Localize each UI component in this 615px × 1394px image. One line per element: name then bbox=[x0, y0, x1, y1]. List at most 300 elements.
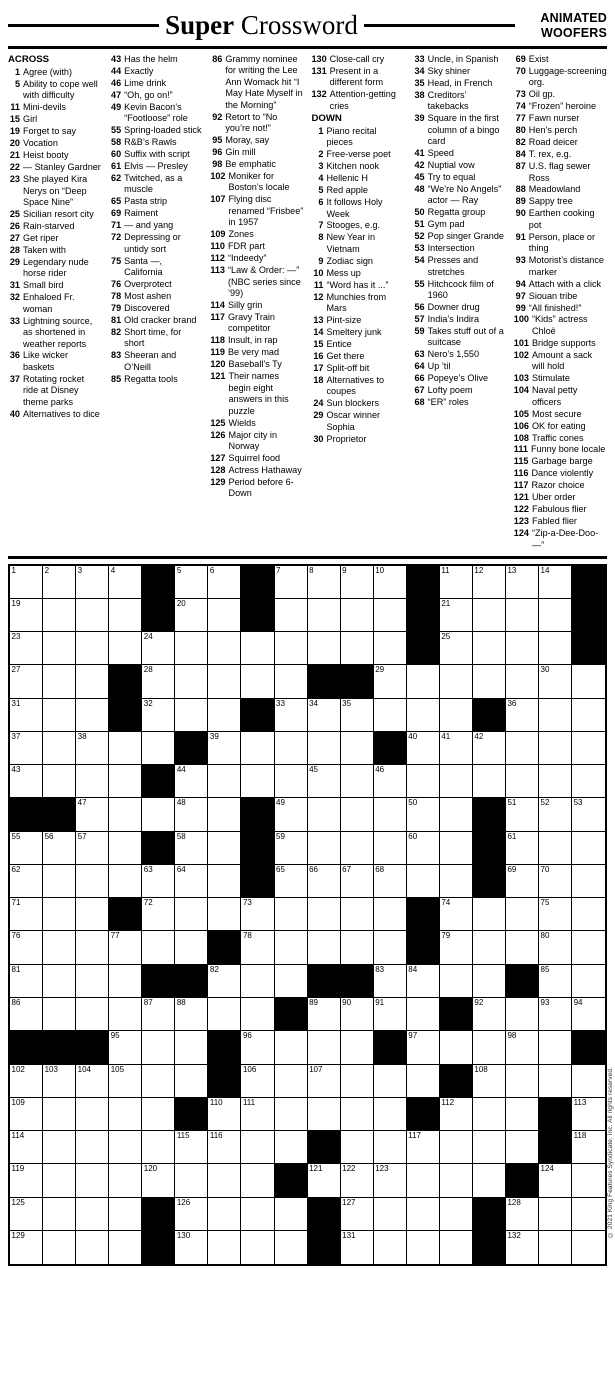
grid-cell[interactable] bbox=[407, 1065, 440, 1098]
clue-item[interactable] bbox=[514, 456, 607, 467]
grid-cell[interactable] bbox=[473, 765, 506, 798]
grid-cell[interactable] bbox=[10, 1198, 43, 1231]
clue-item[interactable] bbox=[210, 300, 303, 311]
clue-item[interactable] bbox=[210, 159, 303, 170]
grid-cell[interactable] bbox=[76, 965, 109, 998]
grid-cell[interactable] bbox=[10, 1065, 43, 1098]
clue-item[interactable] bbox=[514, 208, 607, 231]
clue-item[interactable] bbox=[109, 161, 202, 172]
grid-cell[interactable] bbox=[43, 1164, 76, 1197]
grid-cell[interactable] bbox=[539, 998, 572, 1031]
grid-cell[interactable] bbox=[76, 632, 109, 665]
grid-cell[interactable] bbox=[407, 998, 440, 1031]
clue-item[interactable] bbox=[413, 243, 506, 254]
clue-item[interactable] bbox=[8, 245, 101, 256]
grid-cell[interactable] bbox=[473, 1131, 506, 1164]
grid-cell[interactable] bbox=[76, 1098, 109, 1131]
grid-cell[interactable] bbox=[275, 832, 308, 865]
clue-item[interactable] bbox=[109, 232, 202, 255]
grid-cell[interactable] bbox=[308, 632, 341, 665]
grid-cell[interactable] bbox=[407, 1198, 440, 1231]
grid-cell[interactable] bbox=[473, 1065, 506, 1098]
clue-item[interactable] bbox=[210, 147, 303, 158]
grid-cell[interactable] bbox=[506, 566, 539, 599]
clue-item[interactable] bbox=[413, 219, 506, 230]
clue-item[interactable] bbox=[8, 150, 101, 161]
grid-cell[interactable] bbox=[473, 632, 506, 665]
grid-cell[interactable] bbox=[473, 1031, 506, 1064]
grid-cell[interactable] bbox=[275, 699, 308, 732]
grid-cell[interactable] bbox=[109, 1131, 142, 1164]
clue-item[interactable] bbox=[109, 54, 202, 65]
grid-cell[interactable] bbox=[440, 1131, 473, 1164]
grid-cell[interactable] bbox=[506, 931, 539, 964]
grid-cell[interactable] bbox=[43, 1065, 76, 1098]
grid-cell[interactable] bbox=[407, 732, 440, 765]
grid-cell[interactable] bbox=[308, 765, 341, 798]
grid-cell[interactable] bbox=[208, 765, 241, 798]
clue-item[interactable] bbox=[210, 430, 303, 453]
grid-cell[interactable] bbox=[572, 965, 605, 998]
grid-cell[interactable] bbox=[473, 599, 506, 632]
clue-item[interactable] bbox=[210, 135, 303, 146]
grid-cell[interactable] bbox=[43, 898, 76, 931]
clue-item[interactable] bbox=[8, 292, 101, 315]
clue-item[interactable] bbox=[413, 184, 506, 207]
grid-cell[interactable] bbox=[407, 865, 440, 898]
grid-cell[interactable] bbox=[539, 1164, 572, 1197]
grid-cell[interactable] bbox=[539, 599, 572, 632]
clue-item[interactable] bbox=[210, 194, 303, 228]
grid-cell[interactable] bbox=[308, 699, 341, 732]
clue-item[interactable] bbox=[413, 231, 506, 242]
clue-item[interactable] bbox=[514, 66, 607, 89]
clue-item[interactable] bbox=[413, 160, 506, 171]
grid-cell[interactable] bbox=[308, 732, 341, 765]
grid-cell[interactable] bbox=[341, 699, 374, 732]
grid-cell[interactable] bbox=[109, 566, 142, 599]
clue-item[interactable] bbox=[514, 528, 607, 551]
clue-item[interactable] bbox=[311, 410, 404, 433]
clue-item[interactable] bbox=[413, 279, 506, 302]
clue-item[interactable] bbox=[413, 255, 506, 278]
clue-item[interactable] bbox=[210, 371, 303, 417]
clue-item[interactable] bbox=[311, 185, 404, 196]
clue-item[interactable] bbox=[514, 137, 607, 148]
grid-cell[interactable] bbox=[76, 1231, 109, 1264]
grid-cell[interactable] bbox=[175, 665, 208, 698]
grid-cell[interactable] bbox=[76, 798, 109, 831]
grid-cell[interactable] bbox=[539, 1198, 572, 1231]
grid-cell[interactable] bbox=[142, 699, 175, 732]
grid-cell[interactable] bbox=[308, 1065, 341, 1098]
grid-cell[interactable] bbox=[109, 1031, 142, 1064]
clue-item[interactable] bbox=[109, 208, 202, 219]
grid-cell[interactable] bbox=[175, 1198, 208, 1231]
clue-item[interactable] bbox=[311, 54, 404, 65]
grid-cell[interactable] bbox=[208, 1164, 241, 1197]
clue-item[interactable] bbox=[8, 257, 101, 280]
clue-item[interactable] bbox=[413, 113, 506, 147]
grid-cell[interactable] bbox=[109, 632, 142, 665]
clue-item[interactable] bbox=[8, 350, 101, 373]
grid-cell[interactable] bbox=[109, 965, 142, 998]
grid-cell[interactable] bbox=[440, 732, 473, 765]
clue-item[interactable] bbox=[109, 327, 202, 350]
grid-cell[interactable] bbox=[308, 931, 341, 964]
clue-item[interactable] bbox=[109, 374, 202, 385]
clue-item[interactable] bbox=[109, 279, 202, 290]
grid-cell[interactable] bbox=[341, 1065, 374, 1098]
clue-item[interactable] bbox=[311, 89, 404, 112]
clue-item[interactable] bbox=[210, 112, 303, 135]
grid-cell[interactable] bbox=[341, 1098, 374, 1131]
grid-cell[interactable] bbox=[374, 865, 407, 898]
grid-cell[interactable] bbox=[109, 1198, 142, 1231]
clue-item[interactable] bbox=[210, 347, 303, 358]
grid-cell[interactable] bbox=[473, 898, 506, 931]
grid-cell[interactable] bbox=[308, 832, 341, 865]
grid-cell[interactable] bbox=[76, 998, 109, 1031]
grid-cell[interactable] bbox=[10, 865, 43, 898]
grid-cell[interactable] bbox=[76, 1131, 109, 1164]
grid-cell[interactable] bbox=[308, 865, 341, 898]
clue-item[interactable] bbox=[109, 66, 202, 77]
grid-cell[interactable] bbox=[539, 965, 572, 998]
grid-cell[interactable] bbox=[142, 732, 175, 765]
grid-cell[interactable] bbox=[241, 1164, 274, 1197]
clue-item[interactable] bbox=[413, 90, 506, 113]
grid-cell[interactable] bbox=[506, 765, 539, 798]
clue-item[interactable] bbox=[514, 303, 607, 314]
grid-cell[interactable] bbox=[76, 832, 109, 865]
grid-cell[interactable] bbox=[572, 998, 605, 1031]
grid-cell[interactable] bbox=[208, 1098, 241, 1131]
grid-cell[interactable] bbox=[208, 1198, 241, 1231]
clue-item[interactable] bbox=[210, 453, 303, 464]
grid-cell[interactable] bbox=[175, 1131, 208, 1164]
clue-item[interactable] bbox=[8, 280, 101, 291]
clue-item[interactable] bbox=[210, 241, 303, 252]
grid-cell[interactable] bbox=[473, 665, 506, 698]
clue-item[interactable] bbox=[109, 350, 202, 373]
clue-item[interactable] bbox=[413, 397, 506, 408]
grid-cell[interactable] bbox=[43, 732, 76, 765]
grid-cell[interactable] bbox=[539, 832, 572, 865]
grid-cell[interactable] bbox=[407, 765, 440, 798]
grid-cell[interactable] bbox=[142, 998, 175, 1031]
grid-cell[interactable] bbox=[208, 898, 241, 931]
clue-item[interactable] bbox=[109, 137, 202, 148]
grid-cell[interactable] bbox=[109, 998, 142, 1031]
grid-cell[interactable] bbox=[208, 599, 241, 632]
clue-item[interactable] bbox=[311, 268, 404, 279]
grid-cell[interactable] bbox=[10, 1231, 43, 1264]
clue-item[interactable] bbox=[311, 126, 404, 149]
grid-cell[interactable] bbox=[275, 566, 308, 599]
grid-cell[interactable] bbox=[43, 1231, 76, 1264]
grid-cell[interactable] bbox=[10, 998, 43, 1031]
grid-cell[interactable] bbox=[241, 1131, 274, 1164]
clue-item[interactable] bbox=[8, 79, 101, 102]
clue-item[interactable] bbox=[210, 335, 303, 346]
grid-cell[interactable] bbox=[374, 931, 407, 964]
crossword-grid[interactable] bbox=[8, 564, 607, 1267]
grid-cell[interactable] bbox=[208, 965, 241, 998]
grid-cell[interactable] bbox=[341, 732, 374, 765]
grid-cell[interactable] bbox=[440, 665, 473, 698]
clue-item[interactable] bbox=[210, 477, 303, 500]
grid-cell[interactable] bbox=[142, 665, 175, 698]
grid-cell[interactable] bbox=[241, 998, 274, 1031]
grid-cell[interactable] bbox=[76, 1164, 109, 1197]
grid-cell[interactable] bbox=[506, 1131, 539, 1164]
grid-cell[interactable] bbox=[109, 1065, 142, 1098]
grid-cell[interactable] bbox=[440, 632, 473, 665]
grid-cell[interactable] bbox=[374, 1231, 407, 1264]
grid-cell[interactable] bbox=[572, 665, 605, 698]
grid-cell[interactable] bbox=[440, 798, 473, 831]
grid-cell[interactable] bbox=[10, 699, 43, 732]
grid-cell[interactable] bbox=[208, 566, 241, 599]
grid-cell[interactable] bbox=[539, 865, 572, 898]
grid-cell[interactable] bbox=[506, 1098, 539, 1131]
grid-cell[interactable] bbox=[241, 765, 274, 798]
grid-cell[interactable] bbox=[572, 1231, 605, 1264]
grid-cell[interactable] bbox=[539, 566, 572, 599]
grid-cell[interactable] bbox=[572, 1198, 605, 1231]
grid-cell[interactable] bbox=[175, 1231, 208, 1264]
clue-item[interactable] bbox=[210, 418, 303, 429]
clue-item[interactable] bbox=[311, 363, 404, 374]
grid-cell[interactable] bbox=[109, 832, 142, 865]
grid-cell[interactable] bbox=[76, 898, 109, 931]
clue-item[interactable] bbox=[514, 196, 607, 207]
grid-cell[interactable] bbox=[76, 566, 109, 599]
grid-cell[interactable] bbox=[109, 732, 142, 765]
grid-cell[interactable] bbox=[208, 865, 241, 898]
clue-item[interactable] bbox=[8, 174, 101, 208]
grid-cell[interactable] bbox=[10, 898, 43, 931]
grid-cell[interactable] bbox=[341, 632, 374, 665]
grid-cell[interactable] bbox=[109, 765, 142, 798]
clue-item[interactable] bbox=[311, 173, 404, 184]
clue-item[interactable] bbox=[514, 444, 607, 455]
grid-cell[interactable] bbox=[308, 1164, 341, 1197]
grid-cell[interactable] bbox=[308, 599, 341, 632]
grid-cell[interactable] bbox=[440, 1098, 473, 1131]
grid-cell[interactable] bbox=[440, 1164, 473, 1197]
grid-cell[interactable] bbox=[374, 998, 407, 1031]
grid-cell[interactable] bbox=[76, 1065, 109, 1098]
grid-cell[interactable] bbox=[506, 798, 539, 831]
grid-cell[interactable] bbox=[175, 865, 208, 898]
grid-cell[interactable] bbox=[572, 931, 605, 964]
grid-cell[interactable] bbox=[341, 898, 374, 931]
grid-cell[interactable] bbox=[473, 1098, 506, 1131]
clue-item[interactable] bbox=[514, 433, 607, 444]
grid-cell[interactable] bbox=[43, 665, 76, 698]
grid-cell[interactable] bbox=[10, 599, 43, 632]
grid-cell[interactable] bbox=[407, 1131, 440, 1164]
grid-cell[interactable] bbox=[506, 898, 539, 931]
grid-cell[interactable] bbox=[407, 699, 440, 732]
grid-cell[interactable] bbox=[374, 566, 407, 599]
clue-item[interactable] bbox=[514, 291, 607, 302]
grid-cell[interactable] bbox=[572, 765, 605, 798]
clue-item[interactable] bbox=[210, 54, 303, 111]
grid-cell[interactable] bbox=[43, 632, 76, 665]
grid-cell[interactable] bbox=[506, 1198, 539, 1231]
clue-item[interactable] bbox=[514, 279, 607, 290]
grid-cell[interactable] bbox=[572, 898, 605, 931]
grid-cell[interactable] bbox=[275, 765, 308, 798]
clue-item[interactable] bbox=[413, 54, 506, 65]
grid-cell[interactable] bbox=[539, 765, 572, 798]
grid-cell[interactable] bbox=[341, 1031, 374, 1064]
grid-cell[interactable] bbox=[208, 699, 241, 732]
grid-cell[interactable] bbox=[76, 865, 109, 898]
clue-item[interactable] bbox=[210, 229, 303, 240]
grid-cell[interactable] bbox=[43, 1131, 76, 1164]
grid-cell[interactable] bbox=[341, 1164, 374, 1197]
grid-cell[interactable] bbox=[539, 1065, 572, 1098]
grid-cell[interactable] bbox=[506, 665, 539, 698]
clue-item[interactable] bbox=[413, 373, 506, 384]
grid-cell[interactable] bbox=[275, 898, 308, 931]
grid-cell[interactable] bbox=[241, 1098, 274, 1131]
grid-cell[interactable] bbox=[142, 898, 175, 931]
clue-item[interactable] bbox=[109, 78, 202, 89]
grid-cell[interactable] bbox=[109, 865, 142, 898]
grid-cell[interactable] bbox=[407, 832, 440, 865]
clue-item[interactable] bbox=[514, 468, 607, 479]
grid-cell[interactable] bbox=[506, 998, 539, 1031]
grid-cell[interactable] bbox=[374, 1164, 407, 1197]
grid-cell[interactable] bbox=[275, 665, 308, 698]
clue-item[interactable] bbox=[109, 90, 202, 101]
grid-cell[interactable] bbox=[43, 1198, 76, 1231]
clue-item[interactable] bbox=[109, 149, 202, 160]
grid-cell[interactable] bbox=[539, 898, 572, 931]
grid-cell[interactable] bbox=[341, 1198, 374, 1231]
grid-cell[interactable] bbox=[275, 1065, 308, 1098]
grid-cell[interactable] bbox=[374, 798, 407, 831]
grid-cell[interactable] bbox=[76, 1198, 109, 1231]
grid-cell[interactable] bbox=[440, 1231, 473, 1264]
clue-item[interactable] bbox=[311, 256, 404, 267]
grid-cell[interactable] bbox=[374, 765, 407, 798]
grid-cell[interactable] bbox=[109, 798, 142, 831]
grid-cell[interactable] bbox=[539, 732, 572, 765]
grid-cell[interactable] bbox=[43, 832, 76, 865]
clue-item[interactable] bbox=[311, 232, 404, 255]
clue-item[interactable] bbox=[8, 114, 101, 125]
clue-item[interactable] bbox=[109, 303, 202, 314]
clue-item[interactable] bbox=[8, 409, 101, 420]
clue-item[interactable] bbox=[413, 148, 506, 159]
grid-cell[interactable] bbox=[440, 699, 473, 732]
grid-cell[interactable] bbox=[407, 798, 440, 831]
clue-item[interactable] bbox=[311, 149, 404, 160]
grid-cell[interactable] bbox=[440, 599, 473, 632]
clue-item[interactable] bbox=[514, 255, 607, 278]
clue-item[interactable] bbox=[413, 302, 506, 313]
grid-cell[interactable] bbox=[473, 566, 506, 599]
grid-cell[interactable] bbox=[241, 632, 274, 665]
grid-cell[interactable] bbox=[76, 732, 109, 765]
grid-cell[interactable] bbox=[440, 865, 473, 898]
grid-cell[interactable] bbox=[539, 1031, 572, 1064]
grid-cell[interactable] bbox=[43, 998, 76, 1031]
grid-cell[interactable] bbox=[473, 998, 506, 1031]
clue-item[interactable] bbox=[210, 171, 303, 194]
grid-cell[interactable] bbox=[539, 632, 572, 665]
clue-item[interactable] bbox=[514, 350, 607, 373]
grid-cell[interactable] bbox=[275, 599, 308, 632]
grid-cell[interactable] bbox=[374, 832, 407, 865]
grid-cell[interactable] bbox=[275, 1131, 308, 1164]
clue-item[interactable] bbox=[514, 54, 607, 65]
grid-cell[interactable] bbox=[43, 865, 76, 898]
grid-cell[interactable] bbox=[241, 965, 274, 998]
grid-cell[interactable] bbox=[374, 898, 407, 931]
clue-item[interactable] bbox=[109, 125, 202, 136]
grid-cell[interactable] bbox=[10, 665, 43, 698]
clue-item[interactable] bbox=[413, 172, 506, 183]
grid-cell[interactable] bbox=[142, 1098, 175, 1131]
clue-item[interactable] bbox=[514, 373, 607, 384]
grid-cell[interactable] bbox=[43, 765, 76, 798]
clue-item[interactable] bbox=[514, 125, 607, 136]
grid-cell[interactable] bbox=[308, 798, 341, 831]
grid-cell[interactable] bbox=[341, 599, 374, 632]
grid-cell[interactable] bbox=[175, 599, 208, 632]
grid-cell[interactable] bbox=[10, 965, 43, 998]
grid-cell[interactable] bbox=[572, 1065, 605, 1098]
grid-cell[interactable] bbox=[572, 1164, 605, 1197]
grid-cell[interactable] bbox=[374, 1131, 407, 1164]
grid-cell[interactable] bbox=[308, 1031, 341, 1064]
grid-cell[interactable] bbox=[43, 599, 76, 632]
grid-cell[interactable] bbox=[175, 1031, 208, 1064]
grid-cell[interactable] bbox=[241, 931, 274, 964]
clue-item[interactable] bbox=[311, 197, 404, 220]
clue-item[interactable] bbox=[413, 207, 506, 218]
grid-cell[interactable] bbox=[275, 931, 308, 964]
grid-cell[interactable] bbox=[175, 1065, 208, 1098]
clue-item[interactable] bbox=[311, 351, 404, 362]
grid-cell[interactable] bbox=[275, 732, 308, 765]
grid-cell[interactable] bbox=[208, 632, 241, 665]
clue-item[interactable] bbox=[311, 161, 404, 172]
grid-cell[interactable] bbox=[407, 965, 440, 998]
clue-item[interactable] bbox=[8, 233, 101, 244]
grid-cell[interactable] bbox=[275, 798, 308, 831]
grid-cell[interactable] bbox=[241, 1031, 274, 1064]
grid-cell[interactable] bbox=[208, 798, 241, 831]
clue-item[interactable] bbox=[514, 161, 607, 184]
grid-cell[interactable] bbox=[109, 1098, 142, 1131]
grid-cell[interactable] bbox=[374, 1198, 407, 1231]
grid-cell[interactable] bbox=[241, 898, 274, 931]
grid-cell[interactable] bbox=[506, 1231, 539, 1264]
grid-cell[interactable] bbox=[308, 566, 341, 599]
clue-item[interactable] bbox=[514, 232, 607, 255]
clue-item[interactable] bbox=[514, 89, 607, 100]
grid-cell[interactable] bbox=[374, 965, 407, 998]
grid-cell[interactable] bbox=[506, 732, 539, 765]
